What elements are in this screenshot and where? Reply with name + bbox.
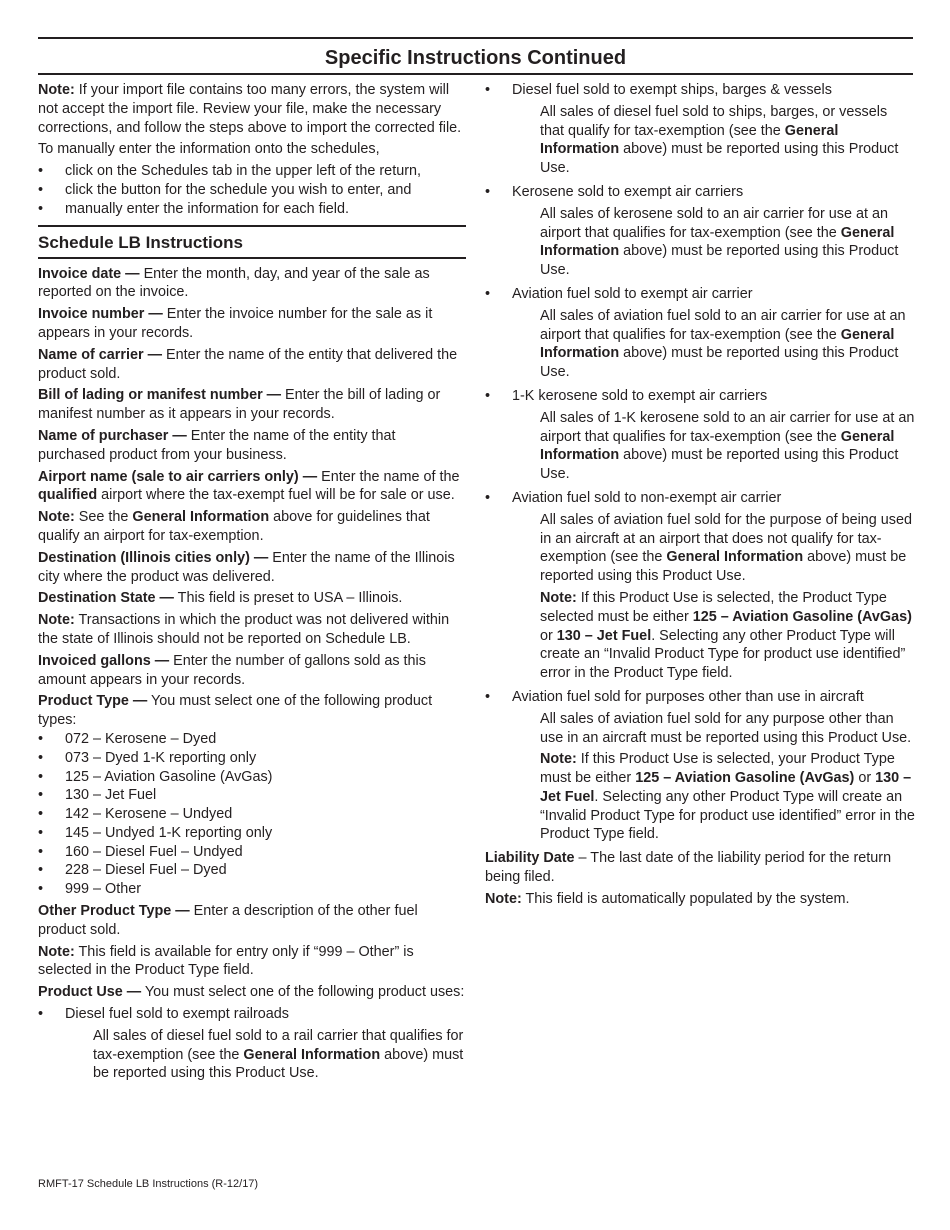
- list-item: • 160 – Diesel Fuel – Undyed: [38, 843, 466, 862]
- manual-entry-intro: To manually enter the information onto the schedules,: [38, 141, 380, 158]
- page-title: Specific Instructions Continued: [38, 37, 913, 75]
- list-item: • manually enter the information for each field.: [38, 200, 466, 219]
- product-use-railroads: • Diesel fuel sold to exempt railroads All sales of diesel fuel sold to a rail carrier that qualifies for tax-exemption (see the General Information above) must be reported using this Product Use.: [38, 1005, 466, 1083]
- list-item: • click the button for the schedule you wish to enter, and: [38, 181, 466, 200]
- invoiced-gallons-field: Invoiced gallons — Enter the number of gallons sold as this amount appears in your records.: [38, 652, 426, 688]
- page-footer: RMFT-17 Schedule LB Instructions (R-12/17): [38, 1178, 259, 1190]
- use-description: All sales of aviation fuel sold for any purpose other than use in an aircraft must be reported using this Product Use.: [540, 710, 912, 746]
- other-product-type-field: Other Product Type — Enter a description of the other fuel product sold.: [38, 903, 418, 938]
- use-description: All sales of 1-K kerosene sold to an air carrier for use at an airport that qualifies for tax-exemption (see the General Information above) must be reported using this Product Use.: [540, 409, 915, 483]
- product-use-kerosene: • Kerosene sold to exempt air carriers All sales of kerosene sold to an air carrier for use at an airport that qualifies for tax-exemption (see the General Information above) must be reported using this Product Use.: [485, 183, 915, 280]
- use-description: All sales of aviation fuel sold for the purpose of being used in an aircraft at an airport that does not qualify for tax-exemption (see the General Information above) must be reported using this Product Use.: [540, 511, 912, 585]
- purchaser-field: Name of purchaser — Enter the name of the entity that purchased product from your business.: [38, 427, 396, 463]
- product-use-1k-kerosene: • 1-K kerosene sold to exempt air carriers All sales of 1-K kerosene sold to an air carrier for use at an airport that qualifies for tax-exemption (see the General Information above) must be reported using this Product Use.: [485, 387, 915, 484]
- carrier-field: Name of carrier — Enter the name of the entity that delivered the product sold.: [38, 346, 458, 382]
- section-heading: Schedule LB Instructions: [38, 225, 466, 259]
- left-column: [38, 81, 466, 1088]
- list-item: • 145 – Undyed 1-K reporting only: [38, 824, 466, 843]
- product-use-aviation-other: • Aviation fuel sold for purposes other than use in aircraft All sales of aviation fuel sold for any purpose other than use in an aircraft must be reported using this Product Use. Note: If this Product Use is selected, your Product Type must be either 125 – Aviation Gasoline (AvGas) or 130 – Jet Fuel. Selecting any other Product Type will create an “Invalid Product Type for product use identified” error in the Product Type field.: [485, 688, 915, 844]
- use-description: All sales of diesel fuel sold to ships, barges, or vessels that qualify for tax-exemption (see the General Information above) must be reported using this Product Use.: [540, 103, 899, 177]
- use-note: Note: If this Product Use is selected, your Product Type must be either 125 – Aviation Gasoline (AvGas) or 130 – Jet Fuel. Selecting any other Product Type will create an “Invalid Product Type for product use identified” error in the Product Type field.: [540, 751, 915, 843]
- airport-field: Airport name (sale to air carriers only) — Enter the name of the qualified airport where the tax-exempt fuel will be for sale or use.: [38, 468, 460, 504]
- product-type-list: [38, 730, 466, 899]
- list-item: • 142 – Kerosene – Undyed: [38, 805, 466, 824]
- liability-date-note: Note: This field is automatically populated by the system.: [485, 890, 850, 907]
- destination-state-field: Destination State — This field is preset to USA – Illinois.: [38, 590, 403, 607]
- bill-of-lading-field: Bill of lading or manifest number — Enter the bill of lading or manifest number as it appears in your records.: [38, 387, 441, 423]
- destination-field: Destination (Illinois cities only) — Enter the name of the Illinois city where the product was delivered.: [38, 549, 455, 585]
- list-item: • 999 – Other: [38, 880, 466, 899]
- list-item: • 125 – Aviation Gasoline (AvGas): [38, 768, 466, 787]
- destination-note: Note: Transactions in which the product was not delivered within the state of Illinois should not be reported on Schedule LB.: [38, 612, 450, 647]
- invoice-date-field: Invoice date — Enter the month, day, and year of the sale as reported on the invoice.: [38, 265, 430, 301]
- other-product-type-note: Note: This field is available for entry only if “999 – Other” is selected in the Product Type field.: [38, 943, 414, 979]
- product-type-field: Product Type — You must select one of the following product types:: [38, 693, 433, 729]
- right-column: [485, 81, 915, 912]
- list-item: • 228 – Diesel Fuel – Dyed: [38, 861, 466, 880]
- liability-date-field: Liability Date – The last date of the liability period for the return being filed.: [485, 850, 892, 886]
- use-note: Note: If this Product Use is selected, the Product Type selected must be either 125 – Aviation Gasoline (AvGas) or 130 – Jet Fuel. Selecting any other Product Type will create an “Invalid Product Type for product use identified” error in the Product Type field.: [540, 589, 912, 682]
- product-use-ships: • Diesel fuel sold to exempt ships, barges & vessels All sales of diesel fuel sold to ships, barges, or vessels that qualify for tax-exemption (see the General Information above) must be reported using this Product Use.: [485, 81, 915, 178]
- airport-note: Note: See the General Information above for guidelines that qualify an airport for tax-exemption.: [38, 509, 430, 544]
- list-item: • click on the Schedules tab in the upper left of the return,: [38, 162, 466, 181]
- use-description: All sales of aviation fuel sold to an air carrier for use at an airport that qualifies for tax-exemption (see the General Information above) must be reported using this Product Use.: [540, 307, 906, 381]
- use-description: All sales of diesel fuel sold to a rail carrier that qualifies for tax-exemption (see the General Information above) must be reported using this Product Use.: [93, 1027, 464, 1082]
- list-item: • 130 – Jet Fuel: [38, 786, 466, 805]
- product-use-aviation-exempt: • Aviation fuel sold to exempt air carrier All sales of aviation fuel sold to an air carrier for use at an airport that qualifies for tax-exemption (see the General Information above) must be reported using this Product Use.: [485, 285, 915, 382]
- manual-steps-list: [38, 162, 466, 218]
- use-description: All sales of kerosene sold to an air carrier for use at an airport that qualifies for tax-exemption (see the General Information above) must be reported using this Product Use.: [540, 205, 899, 279]
- list-item: • 073 – Dyed 1-K reporting only: [38, 749, 466, 768]
- product-use-field: Product Use — You must select one of the following product uses:: [38, 984, 465, 1001]
- import-note: Note: If your import file contains too many errors, the system will not accept the import file. Review your file, make the necessary corrections, and follow the steps above to import the corrected file.: [38, 82, 462, 136]
- product-use-aviation-nonexempt: • Aviation fuel sold to non-exempt air carrier All sales of aviation fuel sold for the purpose of being used in an aircraft at an airport that does not qualify for tax-exemption (see the General Information above) must be reported using this Product Use. Note: If this Product Use is selected, the Product Type selected must be either 125 – Aviation Gasoline (AvGas) or 130 – Jet Fuel. Selecting any other Product Type will create an “Invalid Product Type for product use identified” error in the Product Type field.: [485, 489, 915, 683]
- invoice-number-field: Invoice number — Enter the invoice number for the sale as it appears in your records.: [38, 306, 433, 341]
- list-item: • 072 – Kerosene – Dyed: [38, 730, 466, 749]
